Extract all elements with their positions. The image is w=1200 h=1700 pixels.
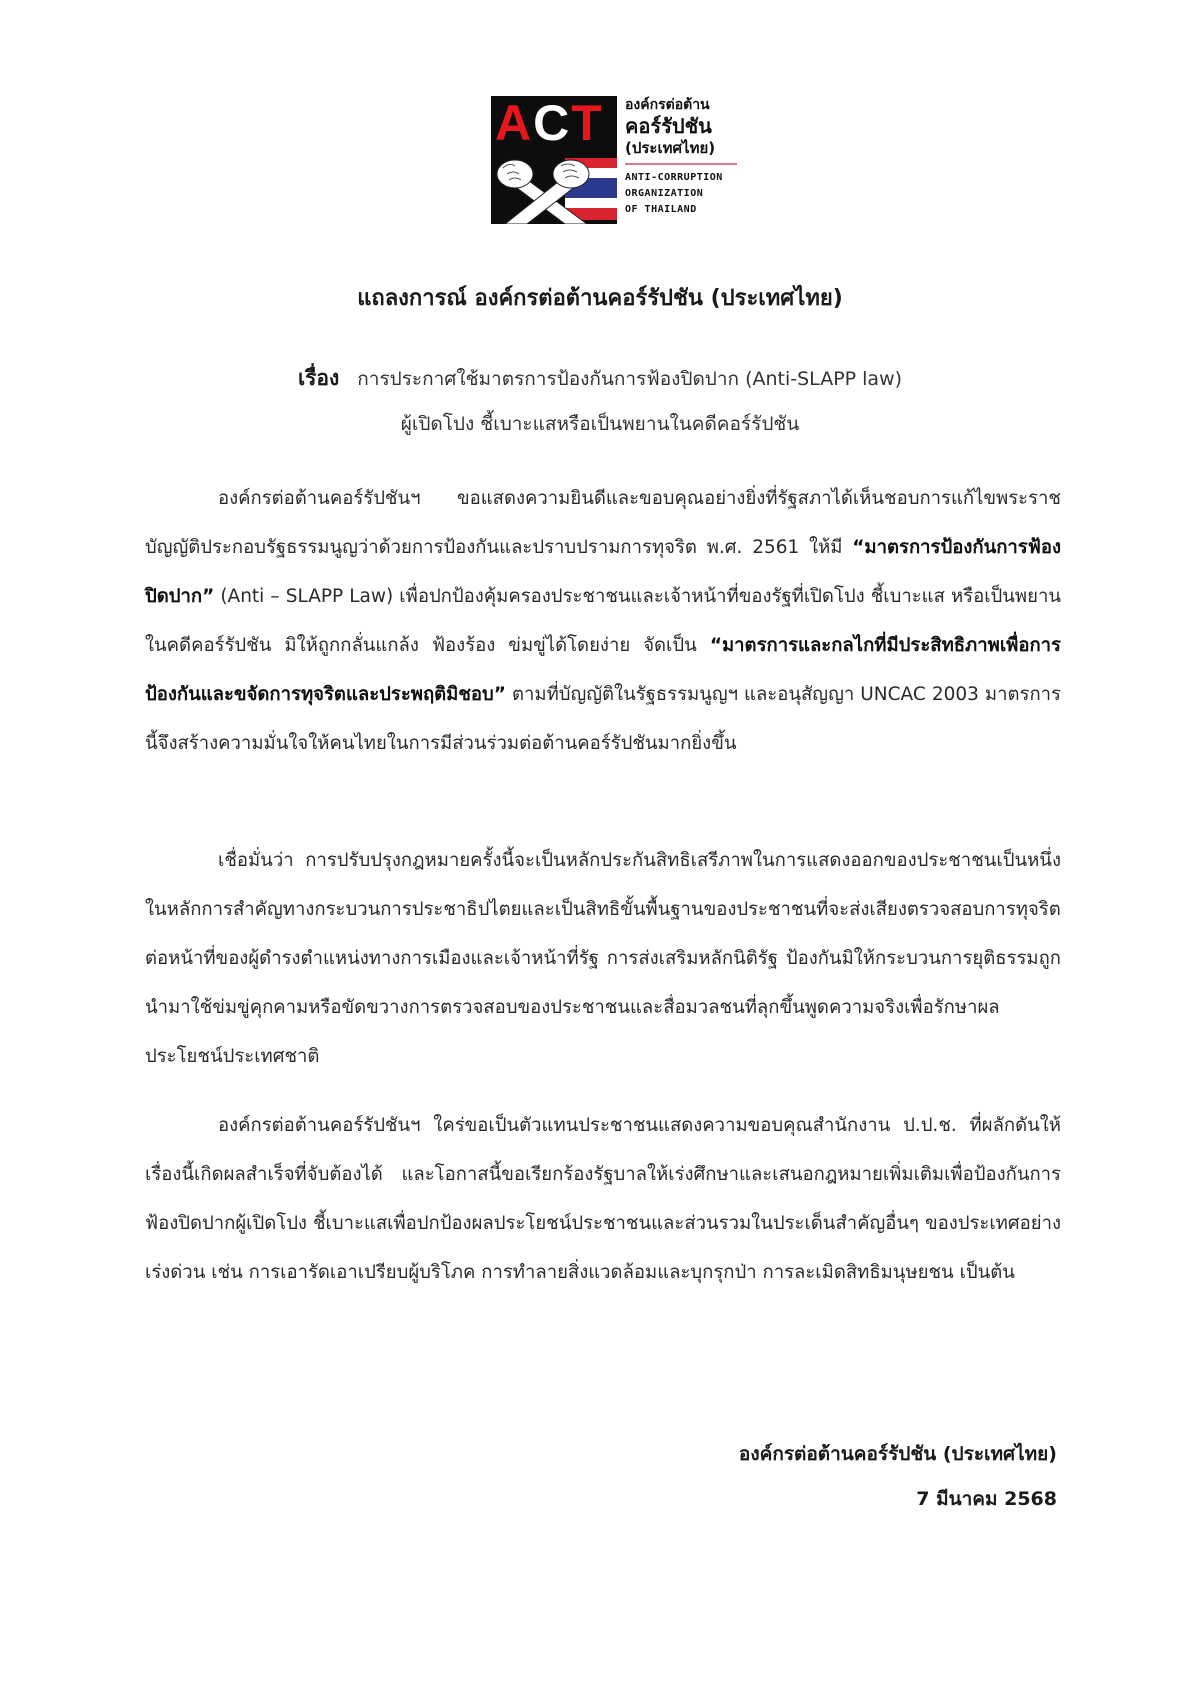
logo-letter-c: C: [533, 96, 572, 151]
logo-letter-a: A: [495, 96, 534, 151]
body-paragraph-3: องค์กรต่อต้านคอร์รัปชันฯ ใคร่ขอเป็นตัวแทนประชาชนแสดงความขอบคุณสำนักงาน ป.ป.ช. ที่ผลักดันให้เรื่องนี้เกิดผลสำเร็จที่จับต้องได้ และโอกาสนี้ขอเรียกร้องรัฐบาลให้เร่งศึกษาและเสนอกฎหมายเพิ่มเติมเพื่อป้องกันการฟ้องปิดปากผู้เปิดโปง ชี้เบาะแสเพื่อปกป้องผลประโยชน์ประชาชนและส่วนรวมในประเด็นสำคัญอื่นๆ ของประเทศอย่างเร่งด่วน เช่น การเอารัดเอาเปรียบผู้บริโภค การทำลายสิ่งแวดล้อมและบุกรุกป่า การละเมิดสิทธิมนุษยชน เป็นต้น: [145, 1115, 1061, 1283]
logo-name-en-line1: ANTI-CORRUPTION: [625, 172, 723, 183]
paragraph-1-emphasis-2: “มาตรการและกลไกที่มีประสิทธิภาพเพื่อการป้องกันและขจัดการทุจริตและประพฤติมิชอบ”: [145, 635, 1061, 705]
logo-wordmark: [625, 96, 741, 218]
paragraph-1-segment-2: (Anti – SLAPP Law) เพื่อปกป้องคุ้มครองประชาชนและเจ้าหน้าที่ของรัฐที่เปิดโปง ชี้เบาะแส หรือเป็นพยานในคดีคอร์รัปชัน มิให้ถูกกลั่นแกล้ง ฟ้องร้อง ข่มขู่ได้โดยง่าย จัดเป็น: [145, 586, 1061, 656]
crossed-fists-icon: [491, 152, 601, 224]
logo-name-th-line3: (ประเทศไทย): [625, 139, 716, 157]
statement-title: แถลงการณ์ องค์กรต่อต้านคอร์รัปชัน (ประเทศไทย): [357, 286, 843, 311]
subject-line-2: ผู้เปิดโปง ชี้เบาะแสหรือเป็นพยานในคดีคอร์รัปชัน: [400, 413, 800, 435]
subject-label: เรื่อง: [297, 366, 340, 390]
statement-subject: [0, 356, 1200, 447]
body-paragraph-1: [145, 474, 1061, 768]
paragraph-1-segment-1: องค์กรต่อต้านคอร์รัปชันฯ ขอแสดงความยินดีและขอบคุณอย่างยิ่งที่รัฐสภาได้เห็นชอบการแก้ไขพระราชบัญญัติประกอบรัฐธรรมนูญว่าด้วยการป้องกันและปราบปรามการทุจริต พ.ศ. 2561 ให้มี: [145, 488, 1061, 558]
signature-block: [739, 1432, 1057, 1522]
logo-name-en-line3: OF THAILAND: [625, 204, 697, 215]
body-paragraph-2: เชื่อมั่นว่า การปรับปรุงกฎหมายครั้งนี้จะเป็นหลักประกันสิทธิเสรีภาพในการแสดงออกของประชาชนเป็นหนึ่งในหลักการสำคัญทางกระบวนการประชาธิปไตยและเป็นสิทธิขั้นพื้นฐานของประชาชนที่จะส่งเสียงตรวจสอบการทุจริตต่อหน้าที่ของผู้ดำรงตำแหน่งทางการเมืองและเจ้าหน้าที่รัฐ การส่งเสริมหลักนิติรัฐ ป้องกันมิให้กระบวนการยุติธรรมถูกนำมาใช้ข่มขู่คุกคามหรือขัดขวางการตรวจสอบของประชาชนและสื่อมวลชนที่ลุกขึ้นพูดความจริงเพื่อรักษาผลประโยชน์ประเทศชาติ: [145, 850, 1061, 1067]
signature-organization: องค์กรต่อต้านคอร์รัปชัน (ประเทศไทย): [738, 1443, 1057, 1465]
logo-act-letters: [495, 96, 615, 154]
paragraph-1-emphasis-1: “มาตรการป้องกันการฟ้องปิดปาก”: [145, 537, 1061, 607]
act-logo: [491, 96, 741, 226]
subject-line-1: การประกาศใช้มาตรการป้องกันการฟ้องปิดปาก (Anti-SLAPP law): [357, 368, 903, 390]
logo-name-th-line1: องค์กรต่อต้าน: [625, 97, 710, 113]
paragraph-1-segment-3: ตามที่บัญญัติในรัฐธรรมนูญฯ และอนุสัญญา UNCAC 2003 มาตรการนี้จึงสร้างความมั่นใจให้คนไทยในการมีส่วนร่วมต่อต้านคอร์รัปชันมากยิ่งขึ้น: [145, 684, 1061, 754]
signature-date: 7 มีนาคม 2568: [916, 1488, 1057, 1510]
logo-divider: [625, 163, 737, 165]
logo-name-th-line2: คอร์รัปชัน: [625, 114, 712, 138]
logo-letter-t: T: [571, 96, 604, 151]
logo-name-en-line2: ORGANIZATION: [625, 188, 704, 199]
logo-emblem: [491, 96, 617, 224]
